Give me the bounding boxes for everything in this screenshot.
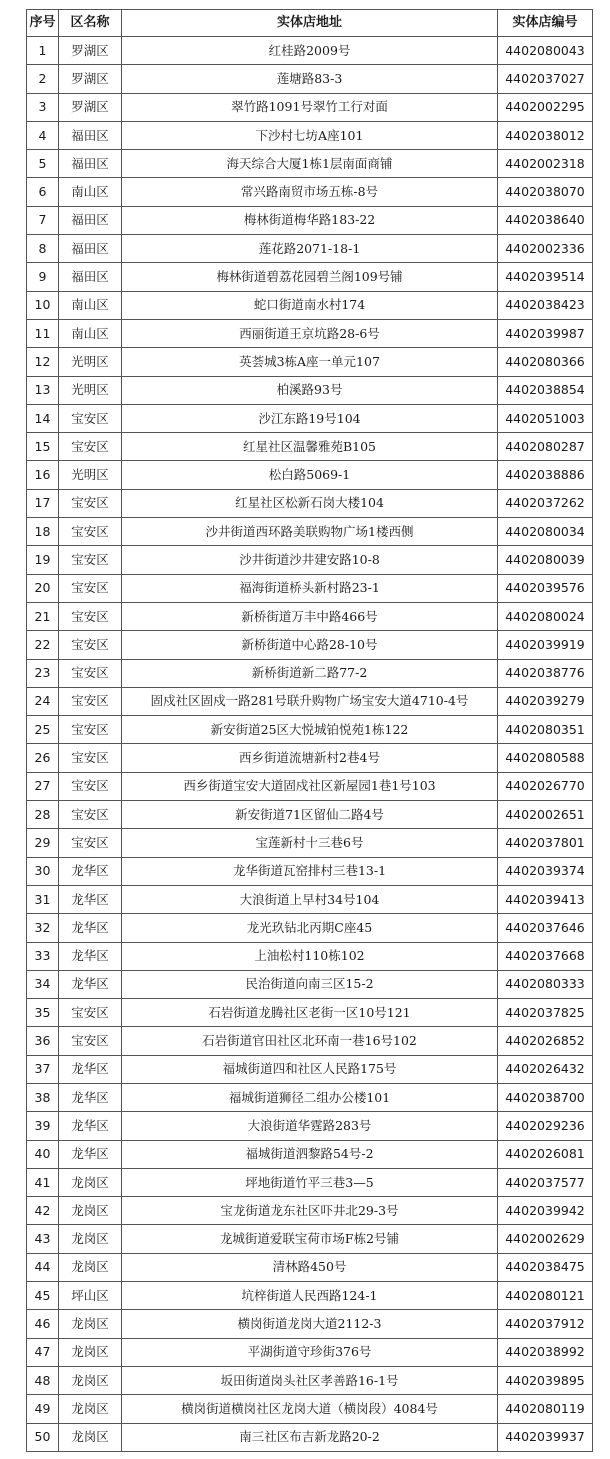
cell-seq: 27: [27, 772, 59, 800]
cell-district: 罗湖区: [59, 93, 122, 121]
table-row: [27, 1366, 593, 1394]
cell-seq: 11: [27, 319, 59, 347]
cell-code: 4402039514: [498, 263, 593, 291]
table-row: [27, 348, 593, 376]
cell-address: 翠竹路1091号翠竹工行对面: [122, 93, 498, 121]
cell-address: 清林路450号: [122, 1253, 498, 1281]
table-row: [27, 518, 593, 546]
cell-seq: 17: [27, 489, 59, 517]
cell-code: 4402039937: [498, 1423, 593, 1451]
cell-district: 宝安区: [59, 574, 122, 602]
cell-seq: 46: [27, 1310, 59, 1338]
cell-code: 4402080119: [498, 1395, 593, 1423]
cell-district: 福田区: [59, 263, 122, 291]
cell-code: 4402037825: [498, 999, 593, 1027]
table-row: [27, 1197, 593, 1225]
cell-address: 龙城街道爱联宝荷市场F栋2号铺: [122, 1225, 498, 1253]
cell-address: 沙井街道西环路美联购物广场1楼西侧: [122, 518, 498, 546]
table-row: [27, 1083, 593, 1111]
cell-seq: 20: [27, 574, 59, 602]
table-row: [27, 829, 593, 857]
cell-address: 上油松村110栋102: [122, 942, 498, 970]
cell-code: 4402039987: [498, 319, 593, 347]
cell-district: 福田区: [59, 121, 122, 149]
cell-code: 4402037027: [498, 65, 593, 93]
cell-district: 福田区: [59, 206, 122, 234]
cell-district: 福田区: [59, 235, 122, 263]
cell-code: 4402038475: [498, 1253, 593, 1281]
cell-district: 宝安区: [59, 999, 122, 1027]
cell-district: 罗湖区: [59, 65, 122, 93]
table-row: [27, 1112, 593, 1140]
cell-seq: 6: [27, 178, 59, 206]
cell-address: 新桥街道中心路28-10号: [122, 631, 498, 659]
cell-address: 新安街道25区大悦城铂悦苑1栋122: [122, 716, 498, 744]
cell-seq: 25: [27, 716, 59, 744]
table-row: [27, 1027, 593, 1055]
table-row: [27, 1338, 593, 1366]
table-row: [27, 489, 593, 517]
table-row: [27, 319, 593, 347]
table-row: [27, 1310, 593, 1338]
cell-code: 4402080043: [498, 37, 593, 65]
cell-seq: 30: [27, 857, 59, 885]
cell-address: 红星社区温馨雅苑B105: [122, 433, 498, 461]
cell-address: 红桂路2009号: [122, 37, 498, 65]
cell-address: 新安街道71区留仙二路4号: [122, 801, 498, 829]
cell-district: 宝安区: [59, 433, 122, 461]
cell-district: 宝安区: [59, 602, 122, 630]
table-row: [27, 37, 593, 65]
cell-seq: 42: [27, 1197, 59, 1225]
cell-code: 4402039942: [498, 1197, 593, 1225]
cell-address: 福城街道泗黎路54号-2: [122, 1140, 498, 1168]
cell-address: 坂田街道岗头社区孝善路16-1号: [122, 1366, 498, 1394]
cell-address: 西乡街道宝安大道固戍社区新屋园1巷1号103: [122, 772, 498, 800]
cell-code: 4402029236: [498, 1112, 593, 1140]
cell-address: 松白路5069-1: [122, 461, 498, 489]
cell-address: 下沙村七坊A座101: [122, 121, 498, 149]
table-row: [27, 885, 593, 913]
cell-code: 4402038423: [498, 291, 593, 319]
cell-code: 4402037912: [498, 1310, 593, 1338]
cell-address: 宝龙街道龙东社区吓井北29-3号: [122, 1197, 498, 1225]
cell-district: 龙华区: [59, 1140, 122, 1168]
cell-seq: 23: [27, 659, 59, 687]
cell-district: 宝安区: [59, 659, 122, 687]
cell-code: 4402039919: [498, 631, 593, 659]
cell-district: 宝安区: [59, 772, 122, 800]
cell-code: 4402038640: [498, 206, 593, 234]
cell-district: 南山区: [59, 319, 122, 347]
cell-seq: 28: [27, 801, 59, 829]
table-row: [27, 970, 593, 998]
cell-seq: 9: [27, 263, 59, 291]
cell-seq: 13: [27, 376, 59, 404]
cell-address: 石岩街道龙腾社区老街一区10号121: [122, 999, 498, 1027]
table-row: [27, 546, 593, 574]
cell-seq: 50: [27, 1423, 59, 1451]
cell-address: 西丽街道王京坑路28-6号: [122, 319, 498, 347]
cell-code: 4402080034: [498, 518, 593, 546]
table-body: [27, 37, 593, 1452]
cell-district: 宝安区: [59, 489, 122, 517]
table-row: [27, 631, 593, 659]
header-district: 区名称: [59, 10, 122, 37]
cell-code: 4402080039: [498, 546, 593, 574]
table-row: [27, 801, 593, 829]
cell-code: 4402037801: [498, 829, 593, 857]
cell-seq: 33: [27, 942, 59, 970]
cell-code: 4402026432: [498, 1055, 593, 1083]
cell-district: 龙华区: [59, 885, 122, 913]
cell-district: 龙岗区: [59, 1338, 122, 1366]
cell-address: 南三社区布吉新龙路20-2: [122, 1423, 498, 1451]
cell-district: 龙岗区: [59, 1225, 122, 1253]
cell-seq: 3: [27, 93, 59, 121]
cell-code: 4402037262: [498, 489, 593, 517]
cell-district: 龙华区: [59, 942, 122, 970]
cell-seq: 4: [27, 121, 59, 149]
cell-address: 沙江东路19号104: [122, 404, 498, 432]
cell-address: 福城街道狮径二组办公楼101: [122, 1083, 498, 1111]
cell-seq: 43: [27, 1225, 59, 1253]
cell-address: 蛇口街道南水村174: [122, 291, 498, 319]
cell-code: 4402002318: [498, 150, 593, 178]
table-row: [27, 1140, 593, 1168]
cell-seq: 31: [27, 885, 59, 913]
cell-district: 宝安区: [59, 829, 122, 857]
table-row: [27, 659, 593, 687]
table-row: [27, 1423, 593, 1451]
cell-code: 4402002295: [498, 93, 593, 121]
table-row: [27, 1225, 593, 1253]
cell-address: 新桥街道新二路77-2: [122, 659, 498, 687]
cell-code: 4402002336: [498, 235, 593, 263]
table-row: [27, 772, 593, 800]
cell-code: 4402002651: [498, 801, 593, 829]
cell-seq: 49: [27, 1395, 59, 1423]
cell-seq: 14: [27, 404, 59, 432]
cell-district: 南山区: [59, 178, 122, 206]
cell-district: 龙华区: [59, 970, 122, 998]
cell-district: 宝安区: [59, 801, 122, 829]
table-row: [27, 914, 593, 942]
cell-seq: 44: [27, 1253, 59, 1281]
cell-address: 沙井街道沙井建安路10-8: [122, 546, 498, 574]
cell-seq: 7: [27, 206, 59, 234]
cell-address: 大浪街道华霆路283号: [122, 1112, 498, 1140]
header-code: 实体店编号: [498, 10, 593, 37]
cell-district: 坪山区: [59, 1282, 122, 1310]
cell-seq: 10: [27, 291, 59, 319]
cell-district: 龙华区: [59, 1055, 122, 1083]
cell-district: 龙岗区: [59, 1366, 122, 1394]
cell-code: 4402039279: [498, 687, 593, 715]
cell-address: 宝莲新村十三巷6号: [122, 829, 498, 857]
cell-code: 4402037668: [498, 942, 593, 970]
cell-district: 宝安区: [59, 631, 122, 659]
cell-district: 宝安区: [59, 1027, 122, 1055]
cell-address: 坑梓街道人民西路124-1: [122, 1282, 498, 1310]
cell-address: 英荟城3栋A座一单元107: [122, 348, 498, 376]
cell-code: 4402002629: [498, 1225, 593, 1253]
cell-seq: 36: [27, 1027, 59, 1055]
cell-district: 南山区: [59, 291, 122, 319]
cell-district: 龙华区: [59, 914, 122, 942]
table-row: [27, 121, 593, 149]
cell-code: 4402080121: [498, 1282, 593, 1310]
cell-code: 4402038886: [498, 461, 593, 489]
cell-code: 4402039576: [498, 574, 593, 602]
cell-code: 4402051003: [498, 404, 593, 432]
cell-seq: 26: [27, 744, 59, 772]
table-row: [27, 744, 593, 772]
cell-code: 4402038776: [498, 659, 593, 687]
table-row: [27, 716, 593, 744]
table-row: [27, 1055, 593, 1083]
cell-seq: 34: [27, 970, 59, 998]
cell-seq: 5: [27, 150, 59, 178]
table-row: [27, 1253, 593, 1281]
table-row: [27, 857, 593, 885]
cell-code: 4402039895: [498, 1366, 593, 1394]
cell-code: 4402038012: [498, 121, 593, 149]
cell-address: 民治街道向南三区15-2: [122, 970, 498, 998]
table-row: [27, 1395, 593, 1423]
cell-address: 红星社区松新石岗大楼104: [122, 489, 498, 517]
cell-seq: 45: [27, 1282, 59, 1310]
cell-district: 宝安区: [59, 518, 122, 546]
cell-address: 横岗街道龙岗大道2112-3: [122, 1310, 498, 1338]
cell-code: 4402039374: [498, 857, 593, 885]
cell-address: 横岗街道横岗社区龙岗大道（横岗段）4084号: [122, 1395, 498, 1423]
cell-seq: 19: [27, 546, 59, 574]
table-row: [27, 235, 593, 263]
cell-district: 福田区: [59, 150, 122, 178]
header-row: [27, 10, 593, 37]
cell-district: 宝安区: [59, 546, 122, 574]
cell-address: 常兴路南贸市场五栋-8号: [122, 178, 498, 206]
cell-district: 龙岗区: [59, 1423, 122, 1451]
cell-code: 4402026852: [498, 1027, 593, 1055]
cell-seq: 15: [27, 433, 59, 461]
table-row: [27, 461, 593, 489]
cell-district: 罗湖区: [59, 37, 122, 65]
cell-seq: 12: [27, 348, 59, 376]
cell-seq: 38: [27, 1083, 59, 1111]
cell-address: 莲塘路83-3: [122, 65, 498, 93]
cell-address: 梅林街道碧荔花园碧兰阁109号铺: [122, 263, 498, 291]
cell-seq: 2: [27, 65, 59, 93]
cell-district: 宝安区: [59, 687, 122, 715]
cell-address: 龙光玖钻北丙期C座45: [122, 914, 498, 942]
cell-seq: 47: [27, 1338, 59, 1366]
cell-address: 石岩街道官田社区北环南一巷16号102: [122, 1027, 498, 1055]
cell-district: 龙华区: [59, 1112, 122, 1140]
cell-address: 坪地街道竹平三巷3—5: [122, 1168, 498, 1196]
cell-address: 梅林街道梅华路183-22: [122, 206, 498, 234]
cell-seq: 8: [27, 235, 59, 263]
table-row: [27, 433, 593, 461]
cell-seq: 40: [27, 1140, 59, 1168]
table-row: [27, 404, 593, 432]
header-address: 实体店地址: [122, 10, 498, 37]
store-table: [26, 9, 593, 1452]
table-row: [27, 1168, 593, 1196]
cell-address: 西乡街道流塘新村2巷4号: [122, 744, 498, 772]
cell-code: 4402038992: [498, 1338, 593, 1366]
cell-code: 4402037646: [498, 914, 593, 942]
cell-district: 龙华区: [59, 857, 122, 885]
cell-district: 光明区: [59, 348, 122, 376]
cell-address: 海天综合大厦1栋1层南面商铺: [122, 150, 498, 178]
cell-district: 光明区: [59, 376, 122, 404]
cell-seq: 48: [27, 1366, 59, 1394]
cell-code: 4402026081: [498, 1140, 593, 1168]
cell-district: 龙岗区: [59, 1395, 122, 1423]
table-row: [27, 999, 593, 1027]
table-header: [27, 10, 593, 37]
cell-code: 4402026770: [498, 772, 593, 800]
table-row: [27, 93, 593, 121]
table-row: [27, 942, 593, 970]
cell-seq: 16: [27, 461, 59, 489]
table-row: [27, 263, 593, 291]
table-row: [27, 1282, 593, 1310]
cell-code: 4402080351: [498, 716, 593, 744]
cell-code: 4402038854: [498, 376, 593, 404]
table-row: [27, 206, 593, 234]
cell-seq: 39: [27, 1112, 59, 1140]
cell-seq: 32: [27, 914, 59, 942]
cell-code: 4402080588: [498, 744, 593, 772]
table-row: [27, 602, 593, 630]
table-row: [27, 574, 593, 602]
cell-address: 福城街道四和社区人民路175号: [122, 1055, 498, 1083]
cell-address: 新桥街道万丰中路466号: [122, 602, 498, 630]
header-seq: 序号: [27, 10, 59, 37]
table-row: [27, 687, 593, 715]
cell-district: 龙岗区: [59, 1197, 122, 1225]
table-row: [27, 178, 593, 206]
cell-seq: 35: [27, 999, 59, 1027]
cell-code: 4402080287: [498, 433, 593, 461]
cell-address: 柏溪路93号: [122, 376, 498, 404]
cell-district: 光明区: [59, 461, 122, 489]
table-row: [27, 376, 593, 404]
cell-district: 宝安区: [59, 716, 122, 744]
cell-seq: 22: [27, 631, 59, 659]
cell-address: 平湖街道守珍街376号: [122, 1338, 498, 1366]
cell-district: 龙岗区: [59, 1168, 122, 1196]
cell-district: 宝安区: [59, 404, 122, 432]
cell-district: 宝安区: [59, 744, 122, 772]
cell-code: 4402038700: [498, 1083, 593, 1111]
table-row: [27, 65, 593, 93]
cell-code: 4402080366: [498, 348, 593, 376]
cell-code: 4402080024: [498, 602, 593, 630]
cell-district: 龙岗区: [59, 1310, 122, 1338]
cell-code: 4402080333: [498, 970, 593, 998]
cell-seq: 18: [27, 518, 59, 546]
cell-seq: 37: [27, 1055, 59, 1083]
cell-seq: 24: [27, 687, 59, 715]
cell-code: 4402039413: [498, 885, 593, 913]
cell-code: 4402037577: [498, 1168, 593, 1196]
table-row: [27, 150, 593, 178]
cell-seq: 29: [27, 829, 59, 857]
table-row: [27, 291, 593, 319]
cell-seq: 21: [27, 602, 59, 630]
cell-seq: 41: [27, 1168, 59, 1196]
cell-district: 龙岗区: [59, 1253, 122, 1281]
cell-address: 大浪街道上早村34号104: [122, 885, 498, 913]
cell-district: 龙华区: [59, 1083, 122, 1111]
cell-code: 4402038070: [498, 178, 593, 206]
cell-address: 福海街道桥头新村路23-1: [122, 574, 498, 602]
cell-seq: 1: [27, 37, 59, 65]
cell-address: 龙华街道瓦窑排村三巷13-1: [122, 857, 498, 885]
cell-address: 莲花路2071-18-1: [122, 235, 498, 263]
cell-address: 固戍社区固戍一路281号联升购物广场宝安大道4710-4号: [122, 687, 498, 715]
